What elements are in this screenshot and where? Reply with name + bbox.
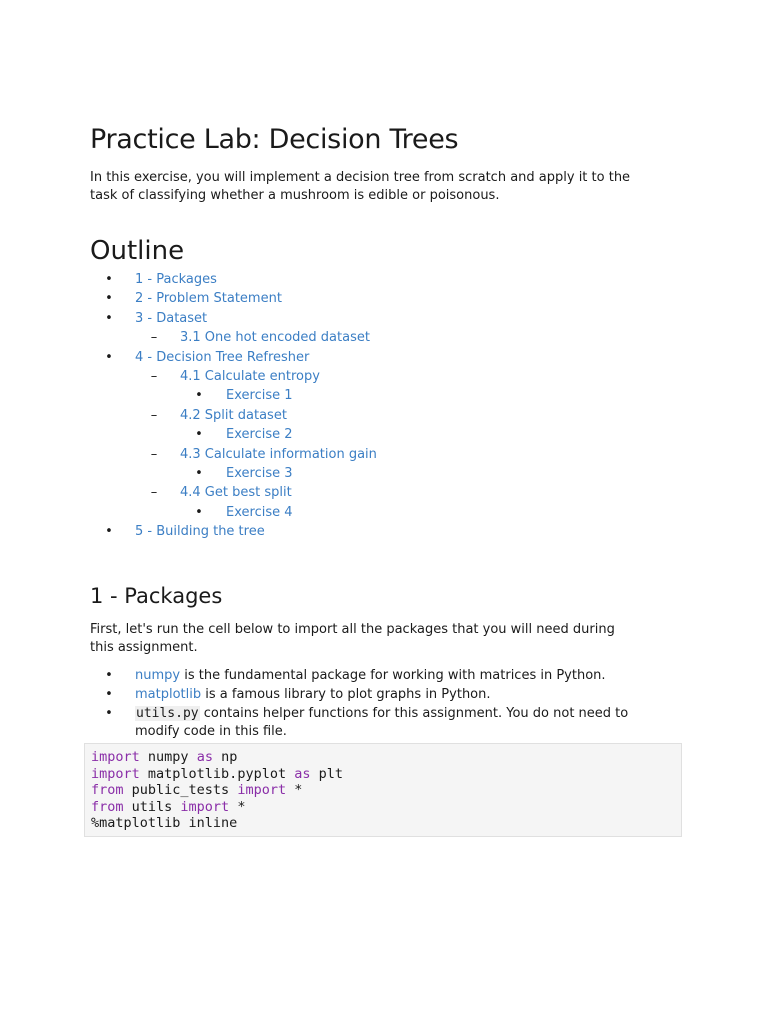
list-item <box>90 705 660 741</box>
page-title: Practice Lab: Decision Trees <box>90 124 459 155</box>
code-keyword: from <box>91 798 124 815</box>
bullet-marker: • <box>105 272 113 287</box>
toc-link-split-dataset[interactable]: 4.2 Split dataset <box>180 407 287 423</box>
bullet-marker: • <box>195 504 203 520</box>
toc-link-decision-tree-refresher[interactable]: 4 - Decision Tree Refresher <box>135 349 310 365</box>
code-text: numpy <box>139 749 197 765</box>
bullet-marker: • <box>105 349 113 365</box>
code-block <box>85 744 681 832</box>
list-item-text: is the fundamental package for working with matrices in Python. <box>180 668 606 683</box>
code-line <box>91 749 237 765</box>
code-text: * <box>286 782 303 799</box>
list-item <box>90 686 660 704</box>
toc-link-exercise-4[interactable]: Exercise 4 <box>226 504 293 520</box>
dash-marker: – <box>150 446 158 462</box>
code-line: %matplotlib inline <box>91 815 238 832</box>
code-keyword: from <box>91 782 124 799</box>
code-cell[interactable] <box>84 743 682 837</box>
toc-link-exercise-3[interactable]: Exercise 3 <box>226 465 293 481</box>
toc-link-problem-statement[interactable]: 2 - Problem Statement <box>135 291 282 307</box>
code-text: utils <box>123 798 181 815</box>
utils-code-inline: utils.py <box>136 706 199 721</box>
outline-heading: Outline <box>90 236 185 266</box>
code-keyword: import <box>91 765 140 782</box>
dash-marker: – <box>150 485 158 501</box>
code-text: np <box>212 749 238 765</box>
packages-intro: First, let's run the cell below to import all the packages that you will need during this assignment. <box>90 622 615 655</box>
dash-marker: – <box>150 407 158 423</box>
code-line <box>91 782 302 798</box>
bullet-marker: • <box>195 427 203 443</box>
matplotlib-link[interactable]: matplotlib <box>135 687 202 702</box>
bullet-marker: • <box>105 668 113 683</box>
bullet-marker: • <box>105 310 113 326</box>
packages-list <box>90 667 660 742</box>
toc-link-calculate-entropy[interactable]: 4.1 Calculate entropy <box>180 368 320 384</box>
code-line <box>91 766 343 782</box>
toc-link-packages[interactable]: 1 - Packages <box>135 272 217 287</box>
code-text: plt <box>310 765 343 782</box>
toc-link-building-tree[interactable]: 5 - Building the tree <box>135 524 265 540</box>
bullet-marker: • <box>105 687 113 702</box>
dash-marker: – <box>150 330 158 346</box>
dash-marker: – <box>150 368 158 384</box>
packages-heading: 1 - Packages <box>90 584 223 608</box>
code-keyword: as <box>196 749 213 765</box>
code-keyword: as <box>294 765 311 782</box>
toc-link-dataset[interactable]: 3 - Dataset <box>135 310 208 326</box>
bullet-marker: • <box>195 388 203 404</box>
list-item <box>90 667 660 685</box>
bullet-marker: • <box>105 291 113 307</box>
toc-link-one-hot-dataset[interactable]: 3.1 One hot encoded dataset <box>180 330 370 346</box>
code-keyword: import <box>237 782 287 799</box>
numpy-link[interactable]: numpy <box>135 668 181 683</box>
toc-link-exercise-1[interactable]: Exercise 1 <box>226 388 293 404</box>
code-text: * <box>229 798 246 815</box>
toc-link-information-gain[interactable]: 4.3 Calculate information gain <box>180 446 377 462</box>
toc-link-exercise-2[interactable]: Exercise 2 <box>226 427 293 443</box>
intro-paragraph: In this exercise, you will implement a decision tree from scratch and apply it to the task of classifying whether a mushroom is edible or poisonous. <box>90 170 631 203</box>
code-text: public_tests <box>123 782 238 799</box>
bullet-marker: • <box>105 706 113 721</box>
toc-link-best-split[interactable]: 4.4 Get best split <box>180 485 292 501</box>
list-item-text: contains helper functions for this assignment. You do not need to modify code in this file. <box>135 706 629 739</box>
bullet-marker: • <box>195 465 203 481</box>
code-keyword: import <box>180 798 230 815</box>
code-line <box>91 799 245 815</box>
code-keyword: import <box>91 749 140 765</box>
bullet-marker: • <box>105 524 113 540</box>
list-item-text: is a famous library to plot graphs in Python. <box>201 687 491 702</box>
code-text: matplotlib.pyplot <box>139 765 295 782</box>
